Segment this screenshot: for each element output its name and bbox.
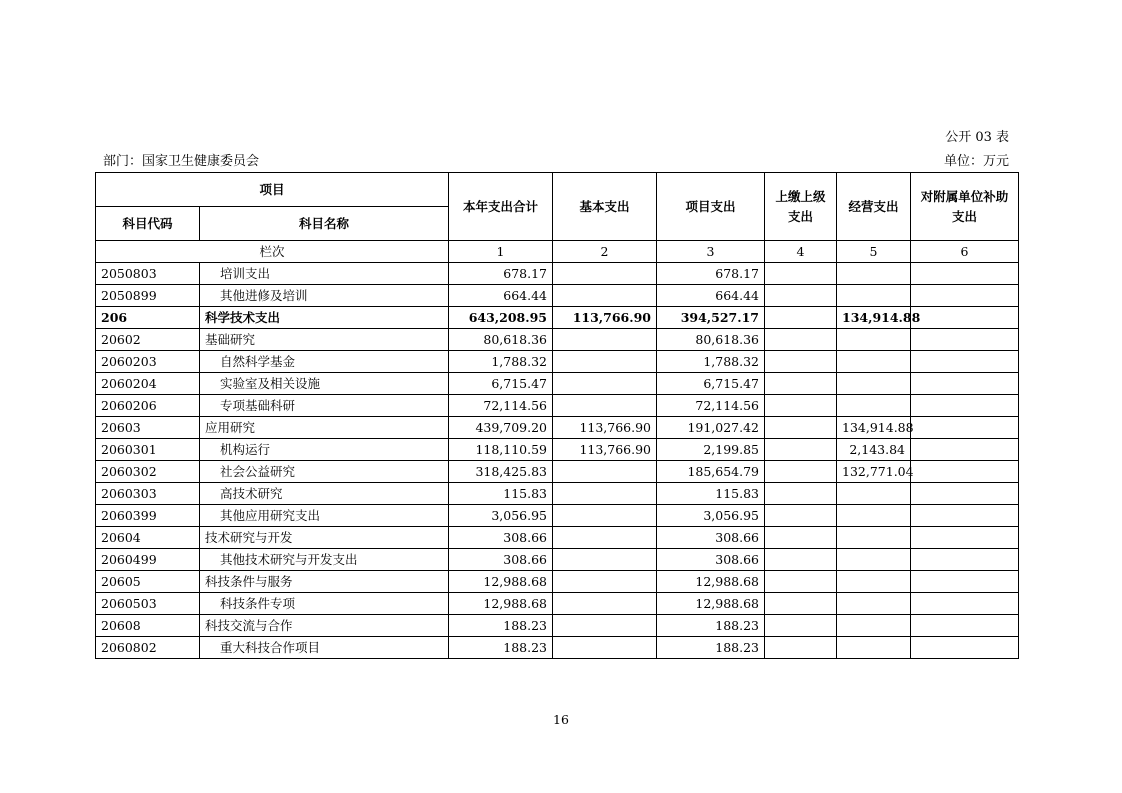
table-row [96, 373, 1019, 395]
row-total: 12,988.68 [449, 571, 553, 593]
row-basic [553, 593, 657, 615]
row-remit [765, 527, 837, 549]
row-total: 308.66 [449, 527, 553, 549]
row-business [837, 373, 911, 395]
row-project: 12,988.68 [657, 593, 765, 615]
row-name: 机构运行 [200, 439, 449, 461]
row-basic [553, 527, 657, 549]
header-total: 本年支出合计 [449, 173, 553, 241]
row-name: 科技交流与合作 [200, 615, 449, 637]
row-basic [553, 285, 657, 307]
row-basic [553, 395, 657, 417]
row-subsidy [911, 329, 1019, 351]
row-code: 20603 [96, 417, 200, 439]
row-code: 2060802 [96, 637, 200, 659]
table-row [96, 571, 1019, 593]
row-name: 其他进修及培训 [200, 285, 449, 307]
row-subsidy [911, 505, 1019, 527]
table-row [96, 483, 1019, 505]
index-num: 5 [837, 241, 911, 263]
row-business [837, 637, 911, 659]
row-code: 2060206 [96, 395, 200, 417]
row-remit [765, 329, 837, 351]
row-name: 重大科技合作项目 [200, 637, 449, 659]
row-subsidy [911, 549, 1019, 571]
index-num: 3 [657, 241, 765, 263]
row-code: 20604 [96, 527, 200, 549]
row-total: 3,056.95 [449, 505, 553, 527]
header-business: 经营支出 [837, 173, 911, 241]
row-name: 培训支出 [200, 263, 449, 285]
row-remit [765, 549, 837, 571]
table-row [96, 637, 1019, 659]
row-business [837, 593, 911, 615]
table-row [96, 505, 1019, 527]
row-basic [553, 263, 657, 285]
row-remit [765, 593, 837, 615]
table-row [96, 527, 1019, 549]
row-remit [765, 351, 837, 373]
row-name: 应用研究 [200, 417, 449, 439]
table-row [96, 615, 1019, 637]
row-remit [765, 571, 837, 593]
row-business [837, 351, 911, 373]
row-business: 134,914.88 [837, 307, 911, 329]
row-name: 基础研究 [200, 329, 449, 351]
row-name: 社会公益研究 [200, 461, 449, 483]
row-code: 2060503 [96, 593, 200, 615]
row-project: 80,618.36 [657, 329, 765, 351]
row-project: 678.17 [657, 263, 765, 285]
row-basic [553, 351, 657, 373]
row-total: 308.66 [449, 549, 553, 571]
row-name: 其他应用研究支出 [200, 505, 449, 527]
row-subsidy [911, 351, 1019, 373]
row-project: 191,027.42 [657, 417, 765, 439]
row-code: 2050899 [96, 285, 200, 307]
row-project: 2,199.85 [657, 439, 765, 461]
row-remit [765, 395, 837, 417]
row-business [837, 263, 911, 285]
header-subsidy: 对附属单位补助支出 [911, 173, 1019, 241]
row-remit [765, 439, 837, 461]
row-name: 自然科学基金 [200, 351, 449, 373]
row-project: 12,988.68 [657, 571, 765, 593]
row-subsidy [911, 417, 1019, 439]
row-business [837, 571, 911, 593]
row-total: 678.17 [449, 263, 553, 285]
row-subsidy [911, 593, 1019, 615]
row-business [837, 483, 911, 505]
row-project: 188.23 [657, 615, 765, 637]
row-name: 科技条件专项 [200, 593, 449, 615]
row-project: 1,788.32 [657, 351, 765, 373]
row-name: 科技条件与服务 [200, 571, 449, 593]
row-total: 188.23 [449, 637, 553, 659]
row-basic [553, 461, 657, 483]
row-subsidy [911, 615, 1019, 637]
row-subsidy [911, 571, 1019, 593]
row-basic [553, 373, 657, 395]
page-number: 16 [553, 712, 569, 727]
row-business [837, 615, 911, 637]
row-total: 6,715.47 [449, 373, 553, 395]
row-subsidy [911, 285, 1019, 307]
row-basic [553, 549, 657, 571]
row-remit [765, 461, 837, 483]
row-remit [765, 263, 837, 285]
row-business: 132,771.04 [837, 461, 911, 483]
table-row [96, 395, 1019, 417]
row-total: 80,618.36 [449, 329, 553, 351]
row-remit [765, 483, 837, 505]
row-subsidy [911, 307, 1019, 329]
table-row [96, 329, 1019, 351]
row-total: 72,114.56 [449, 395, 553, 417]
row-total: 118,110.59 [449, 439, 553, 461]
index-num: 4 [765, 241, 837, 263]
row-total: 188.23 [449, 615, 553, 637]
row-remit [765, 373, 837, 395]
header-code: 科目代码 [96, 207, 200, 241]
table-row [96, 461, 1019, 483]
unit-label: 单位：万元 [943, 154, 1009, 169]
row-project: 3,056.95 [657, 505, 765, 527]
row-basic [553, 505, 657, 527]
header-project: 项目 [96, 173, 449, 207]
row-project: 664.44 [657, 285, 765, 307]
row-total: 12,988.68 [449, 593, 553, 615]
row-name: 技术研究与开发 [200, 527, 449, 549]
table-row [96, 285, 1019, 307]
row-total: 115.83 [449, 483, 553, 505]
row-code: 2060301 [96, 439, 200, 461]
row-code: 2060204 [96, 373, 200, 395]
row-name: 高技术研究 [200, 483, 449, 505]
table-row [96, 439, 1019, 461]
row-name: 专项基础科研 [200, 395, 449, 417]
row-remit [765, 417, 837, 439]
row-subsidy [911, 263, 1019, 285]
header-name: 科目名称 [200, 207, 449, 241]
row-code: 20602 [96, 329, 200, 351]
row-basic [553, 329, 657, 351]
row-project: 6,715.47 [657, 373, 765, 395]
table-row [96, 549, 1019, 571]
row-code: 2060499 [96, 549, 200, 571]
row-total: 1,788.32 [449, 351, 553, 373]
header-basic: 基本支出 [553, 173, 657, 241]
row-code: 20605 [96, 571, 200, 593]
row-subsidy [911, 439, 1019, 461]
table-row [96, 263, 1019, 285]
row-project: 72,114.56 [657, 395, 765, 417]
row-code: 2060399 [96, 505, 200, 527]
row-business [837, 329, 911, 351]
department-label: 部门：国家卫生健康委员会 [103, 154, 260, 169]
row-subsidy [911, 461, 1019, 483]
row-project: 308.66 [657, 527, 765, 549]
row-total: 318,425.83 [449, 461, 553, 483]
row-business [837, 505, 911, 527]
row-subsidy [911, 527, 1019, 549]
row-project: 185,654.79 [657, 461, 765, 483]
table-row [96, 307, 1019, 329]
index-num: 6 [911, 241, 1019, 263]
row-name: 其他技术研究与开发支出 [200, 549, 449, 571]
row-basic [553, 615, 657, 637]
row-basic: 113,766.90 [553, 439, 657, 461]
row-basic: 113,766.90 [553, 307, 657, 329]
table-body [96, 263, 1019, 659]
row-name: 科学技术支出 [200, 307, 449, 329]
table-row [96, 593, 1019, 615]
index-num: 2 [553, 241, 657, 263]
header-remit: 上缴上级支出 [765, 173, 837, 241]
row-remit [765, 307, 837, 329]
row-project: 188.23 [657, 637, 765, 659]
row-subsidy [911, 483, 1019, 505]
row-project: 115.83 [657, 483, 765, 505]
row-business: 2,143.84 [837, 439, 911, 461]
row-basic [553, 571, 657, 593]
row-business [837, 549, 911, 571]
index-num: 1 [449, 241, 553, 263]
row-project: 308.66 [657, 549, 765, 571]
row-code: 2060303 [96, 483, 200, 505]
row-remit [765, 505, 837, 527]
row-total: 664.44 [449, 285, 553, 307]
row-business [837, 527, 911, 549]
row-code: 20608 [96, 615, 200, 637]
row-basic [553, 483, 657, 505]
row-business [837, 285, 911, 307]
row-basic: 113,766.90 [553, 417, 657, 439]
row-project: 394,527.17 [657, 307, 765, 329]
table-row [96, 417, 1019, 439]
row-subsidy [911, 373, 1019, 395]
form-number: 公开 03 表 [945, 130, 1009, 145]
row-basic [553, 637, 657, 659]
row-business: 134,914.88 [837, 417, 911, 439]
row-subsidy [911, 637, 1019, 659]
row-business [837, 395, 911, 417]
header-project-expenditure: 项目支出 [657, 173, 765, 241]
row-total: 643,208.95 [449, 307, 553, 329]
index-label: 栏次 [96, 241, 449, 263]
row-code: 2060302 [96, 461, 200, 483]
row-subsidy [911, 395, 1019, 417]
expenditure-table [95, 172, 1019, 659]
row-remit [765, 637, 837, 659]
row-code: 2050803 [96, 263, 200, 285]
table-row [96, 351, 1019, 373]
row-total: 439,709.20 [449, 417, 553, 439]
row-remit [765, 285, 837, 307]
row-code: 206 [96, 307, 200, 329]
row-name: 实验室及相关设施 [200, 373, 449, 395]
row-remit [765, 615, 837, 637]
row-code: 2060203 [96, 351, 200, 373]
